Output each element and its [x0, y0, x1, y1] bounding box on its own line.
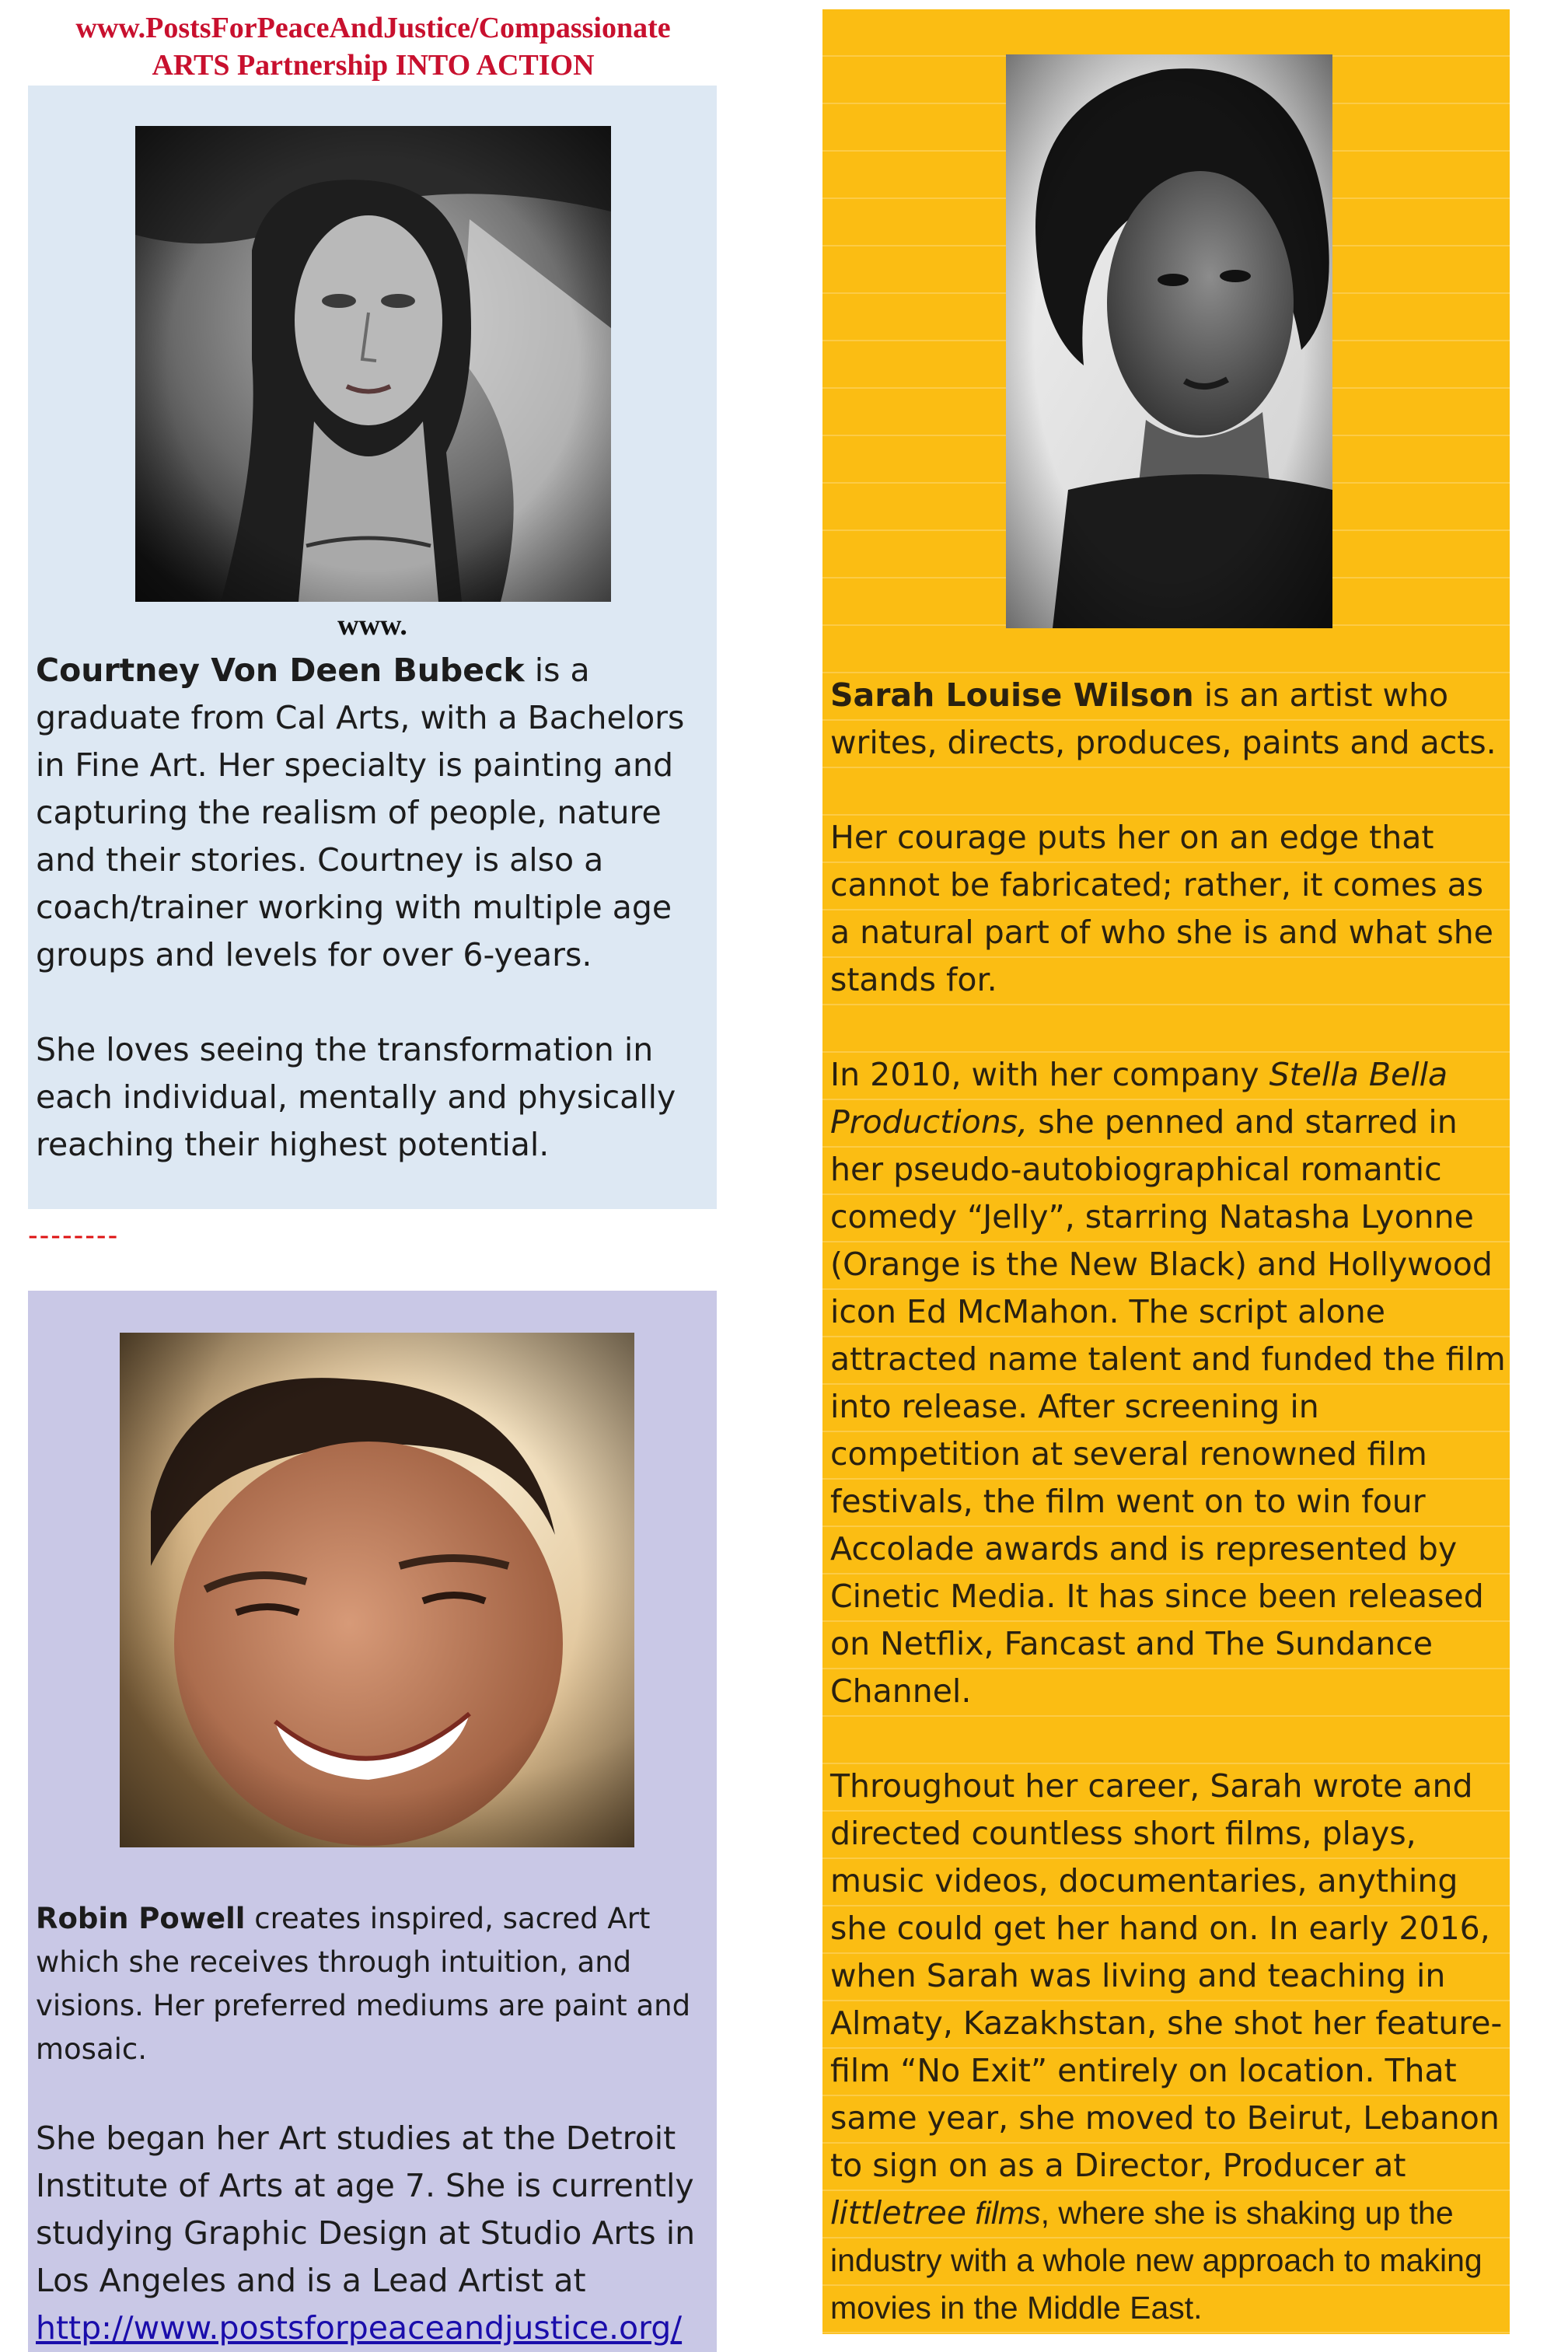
littletree-name: littletree	[830, 2194, 966, 2231]
section-divider: --------	[28, 1219, 120, 1252]
robin-profile-panel	[28, 1291, 717, 2352]
sarah-bio-p3: she penned and starred in her pseudo-autobiographical romantic comedy “Jelly”, starring Natasha Lyonne (Orange is the New Black) and Hollywood icon Ed McMahon. The script alone attracted name talent and funded the film into release. After screening in competition at several renowned film festivals, the film went on to win four Accolade awards and is represented by Cinetic Media. It has since been released on Netflix, Fancast and The Sundance Channel.	[830, 1103, 1506, 1710]
courtney-profile-panel	[28, 86, 717, 1209]
courtney-www-label: www.	[337, 609, 407, 641]
sarah-bio-p4-end: , where she is shaking up the industry with a whole new approach to making movies in the Middle East.	[830, 2195, 1482, 2326]
robin-bio-p2: She began her Art studies at the Detroit Institute of Arts at age 7. She is currently studying Graphic Design at Studio Arts in Los Angeles and is a Lead Artist at	[36, 2120, 696, 2299]
sarah-name: Sarah Louise Wilson	[830, 676, 1194, 714]
sarah-bio-p3-intro: In 2010, with her company	[830, 1056, 1269, 1093]
courtney-bio-p1: is a graduate from Cal Arts, with a Bachelors in Fine Art. Her specialty is painting and capturing the realism of people, nature and their stories. Courtney is also a coach/trainer working with multiple age groups and levels for over 6-years.	[36, 652, 685, 973]
robin-bio	[36, 1897, 720, 2352]
sarah-bio	[830, 672, 1510, 2332]
stella-bella-productions: Stella Bella Productions,	[830, 1056, 1448, 1141]
posts-for-peace-link[interactable]: http://www.postsforpeaceandjustice.org/	[36, 2309, 683, 2347]
page-header	[0, 9, 746, 84]
sarah-profile-panel	[822, 9, 1510, 2334]
robin-bio-p1: creates inspired, sacred Art which she receives through intuition, and visions. Her preferred mediums are paint and mosaic.	[36, 1902, 691, 2066]
littletree-films: films	[966, 2195, 1041, 2231]
sarah-bio-p4-intro: Throughout her career, Sarah wrote and directed countless short films, plays, music videos, documentaries, anything she could get her hand on. In early 2016, when Sarah was living and teaching in Almaty, Kazakhstan, she shot her feature-film “No Exit” entirely on location. That same year, she moved to Beirut, Lebanon to sign on as a Director, Producer at	[830, 1767, 1503, 2184]
courtney-bio	[36, 647, 720, 1169]
header-line-1: www.PostsForPeaceAndJustice/Compassionate	[75, 12, 671, 44]
robin-name: Robin Powell	[36, 1902, 246, 1935]
courtney-bio-p2: She loves seeing the transformation in each individual, mentally and physically reaching their highest potential.	[36, 1031, 676, 1163]
sarah-bio-p1: is an artist who writes, directs, produces, paints and acts.	[830, 676, 1496, 761]
courtney-portrait-photo	[135, 126, 611, 602]
sarah-portrait-photo	[1006, 54, 1332, 628]
robin-portrait-photo	[120, 1333, 634, 1847]
courtney-name: Courtney Von Deen Bubeck	[36, 652, 525, 689]
header-line-2: ARTS Partnership INTO ACTION	[152, 49, 595, 82]
sarah-bio-p2: Her courage puts her on an edge that cannot be fabricated; rather, it comes as a natural part of who she is and what she stands for.	[830, 819, 1493, 998]
